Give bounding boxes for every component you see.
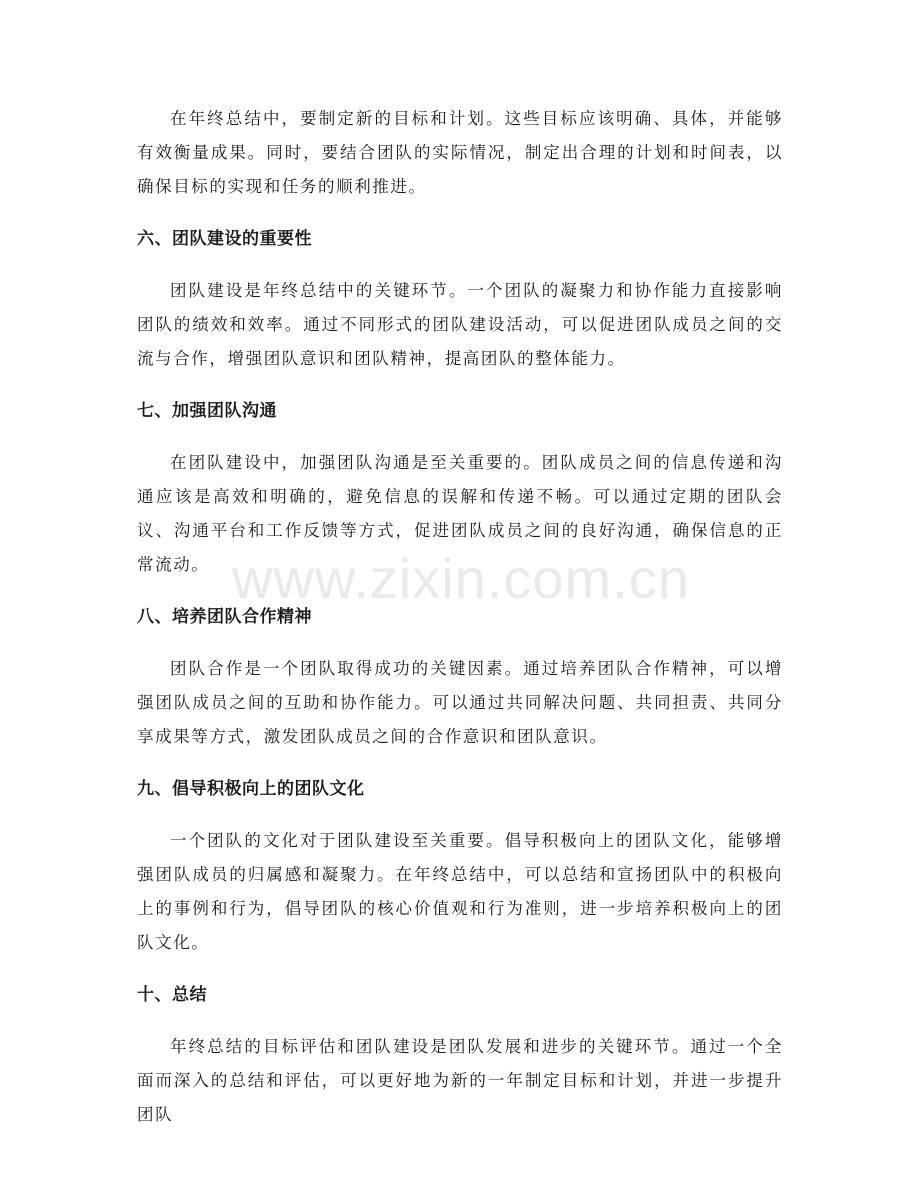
heading-section-9: 九、倡导积极向上的团队文化	[137, 779, 365, 799]
heading-section-6: 六、团队建设的重要性	[137, 229, 312, 249]
paragraph-team-building: 团队建设是年终总结中的关键环节。一个团队的凝聚力和协作能力直接影响团队的绩效和效率。通过不同形式的团队建设活动，可以促进团队成员之间的交流与合作，增强团队意识和团队精神，提高团队的整体能力。	[137, 281, 783, 368]
heading-section-8: 八、培养团队合作精神	[137, 607, 312, 627]
paragraph-team-communication: 在团队建设中，加强团队沟通是至关重要的。团队成员之间的信息传递和沟通应该是高效和明确的，避免信息的误解和传递不畅。可以通过定期的团队会议、沟通平台和工作反馈等方式，促进团队成员之间的良好沟通，确保信息的正常流动。	[137, 453, 783, 574]
heading-section-10: 十、总结	[137, 985, 207, 1005]
heading-section-7: 七、加强团队沟通	[137, 401, 277, 421]
watermark-text: www.zixin.com.cn	[232, 547, 690, 610]
paragraph-goal-planning: 在年终总结中，要制定新的目标和计划。这些目标应该明确、具体，并能够有效衡量成果。同时，要结合团队的实际情况，制定出合理的计划和时间表，以确保目标的实现和任务的顺利推进。	[137, 109, 783, 196]
paragraph-summary: 年终总结的目标评估和团队建设是团队发展和进步的关键环节。通过一个全面而深入的总结和评估，可以更好地为新的一年制定目标和计划，并进一步提升团队	[137, 1037, 783, 1124]
paragraph-team-culture: 一个团队的文化对于团队建设至关重要。倡导积极向上的团队文化，能够增强团队成员的归属感和凝聚力。在年终总结中，可以总结和宣扬团队中的积极向上的事例和行为，倡导团队的核心价值观和行为准则，进一步培养积极向上的团队文化。	[137, 831, 783, 952]
paragraph-team-cooperation: 团队合作是一个团队取得成功的关键因素。通过培养团队合作精神，可以增强团队成员之间的互助和协作能力。可以通过共同解决问题、共同担责、共同分享成果等方式，激发团队成员之间的合作意识和团队意识。	[137, 659, 783, 746]
